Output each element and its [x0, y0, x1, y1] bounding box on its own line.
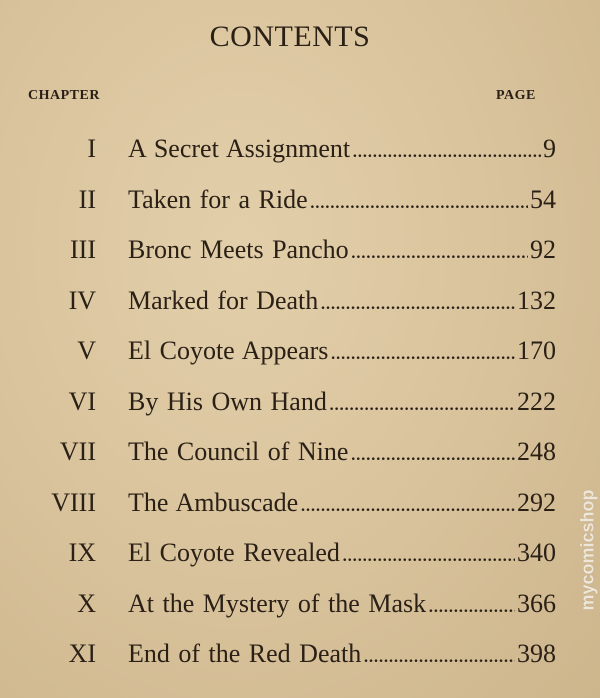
chapter-column-header: CHAPTER: [28, 88, 100, 103]
toc-row: [0, 579, 580, 630]
dot-leader: [300, 491, 515, 517]
chapter-numeral: X: [77, 588, 96, 618]
dot-leader: [329, 390, 515, 416]
chapter-numeral: VII: [59, 437, 96, 467]
toc-entry: [128, 336, 556, 366]
chapter-title: Bronc Meets Pancho: [128, 235, 349, 265]
dot-leader: [320, 289, 515, 315]
toc-entry: [128, 639, 556, 669]
dot-leader: [350, 440, 515, 466]
chapter-page: 54: [530, 184, 556, 214]
chapter-title: Taken for a Ride: [128, 184, 308, 214]
dot-leader: [363, 642, 515, 668]
toc-entry: [128, 134, 556, 164]
chapter-title: The Ambuscade: [128, 487, 299, 517]
toc-entry: [128, 387, 556, 417]
dot-leader: [310, 188, 528, 214]
chapter-title: The Council of Nine: [128, 437, 349, 467]
chapter-numeral: IX: [68, 538, 96, 568]
toc-entry: [128, 589, 556, 619]
page-title: CONTENTS: [209, 20, 371, 53]
chapter-title: By His Own Hand: [128, 386, 327, 416]
toc-row: [0, 377, 580, 428]
chapter-page: 9: [543, 134, 556, 164]
chapter-page: 222: [517, 386, 556, 416]
toc-row: [0, 629, 580, 680]
dot-leader: [342, 541, 515, 567]
table-of-contents: [0, 124, 580, 680]
dot-leader: [352, 137, 541, 163]
toc-entry: [128, 538, 556, 568]
chapter-numeral: III: [70, 235, 96, 265]
toc-entry: [128, 185, 556, 215]
chapter-numeral: II: [78, 184, 96, 214]
toc-entry: [128, 488, 556, 518]
dot-leader: [330, 339, 515, 365]
chapter-numeral: IV: [68, 285, 96, 315]
page-column-header: PAGE: [496, 88, 536, 103]
chapter-page: 292: [517, 487, 556, 517]
chapter-numeral: XI: [68, 639, 96, 669]
chapter-title: At the Mystery of the Mask: [128, 588, 427, 618]
toc-row: [0, 478, 580, 529]
toc-row: [0, 528, 580, 579]
chapter-page: 366: [517, 588, 556, 618]
watermark-text: mycomicshop: [577, 489, 598, 611]
toc-row: [0, 124, 580, 175]
chapter-numeral: V: [77, 336, 96, 366]
toc-entry: [128, 235, 556, 265]
chapter-page: 398: [517, 639, 556, 669]
toc-entry: [128, 437, 556, 467]
chapter-page: 92: [530, 235, 556, 265]
chapter-page: 170: [517, 336, 556, 366]
chapter-page: 248: [517, 437, 556, 467]
chapter-title: End of the Red Death: [128, 639, 362, 669]
chapter-numeral: VIII: [51, 487, 96, 517]
toc-row: [0, 427, 580, 478]
toc-entry: [128, 286, 556, 316]
chapter-numeral: VI: [68, 386, 96, 416]
chapter-title: El Coyote Revealed: [128, 538, 340, 568]
chapter-title: El Coyote Appears: [128, 336, 329, 366]
chapter-page: 340: [517, 538, 556, 568]
toc-row: [0, 326, 580, 377]
toc-row: [0, 276, 580, 327]
dot-leader: [428, 592, 515, 618]
toc-row: [0, 175, 580, 226]
chapter-title: A Secret Assignment: [128, 134, 351, 164]
watermark: [578, 450, 598, 650]
toc-row: [0, 225, 580, 276]
chapter-page: 132: [517, 285, 556, 315]
dot-leader: [351, 238, 528, 264]
chapter-title: Marked for Death: [128, 285, 319, 315]
chapter-numeral: I: [87, 134, 96, 164]
